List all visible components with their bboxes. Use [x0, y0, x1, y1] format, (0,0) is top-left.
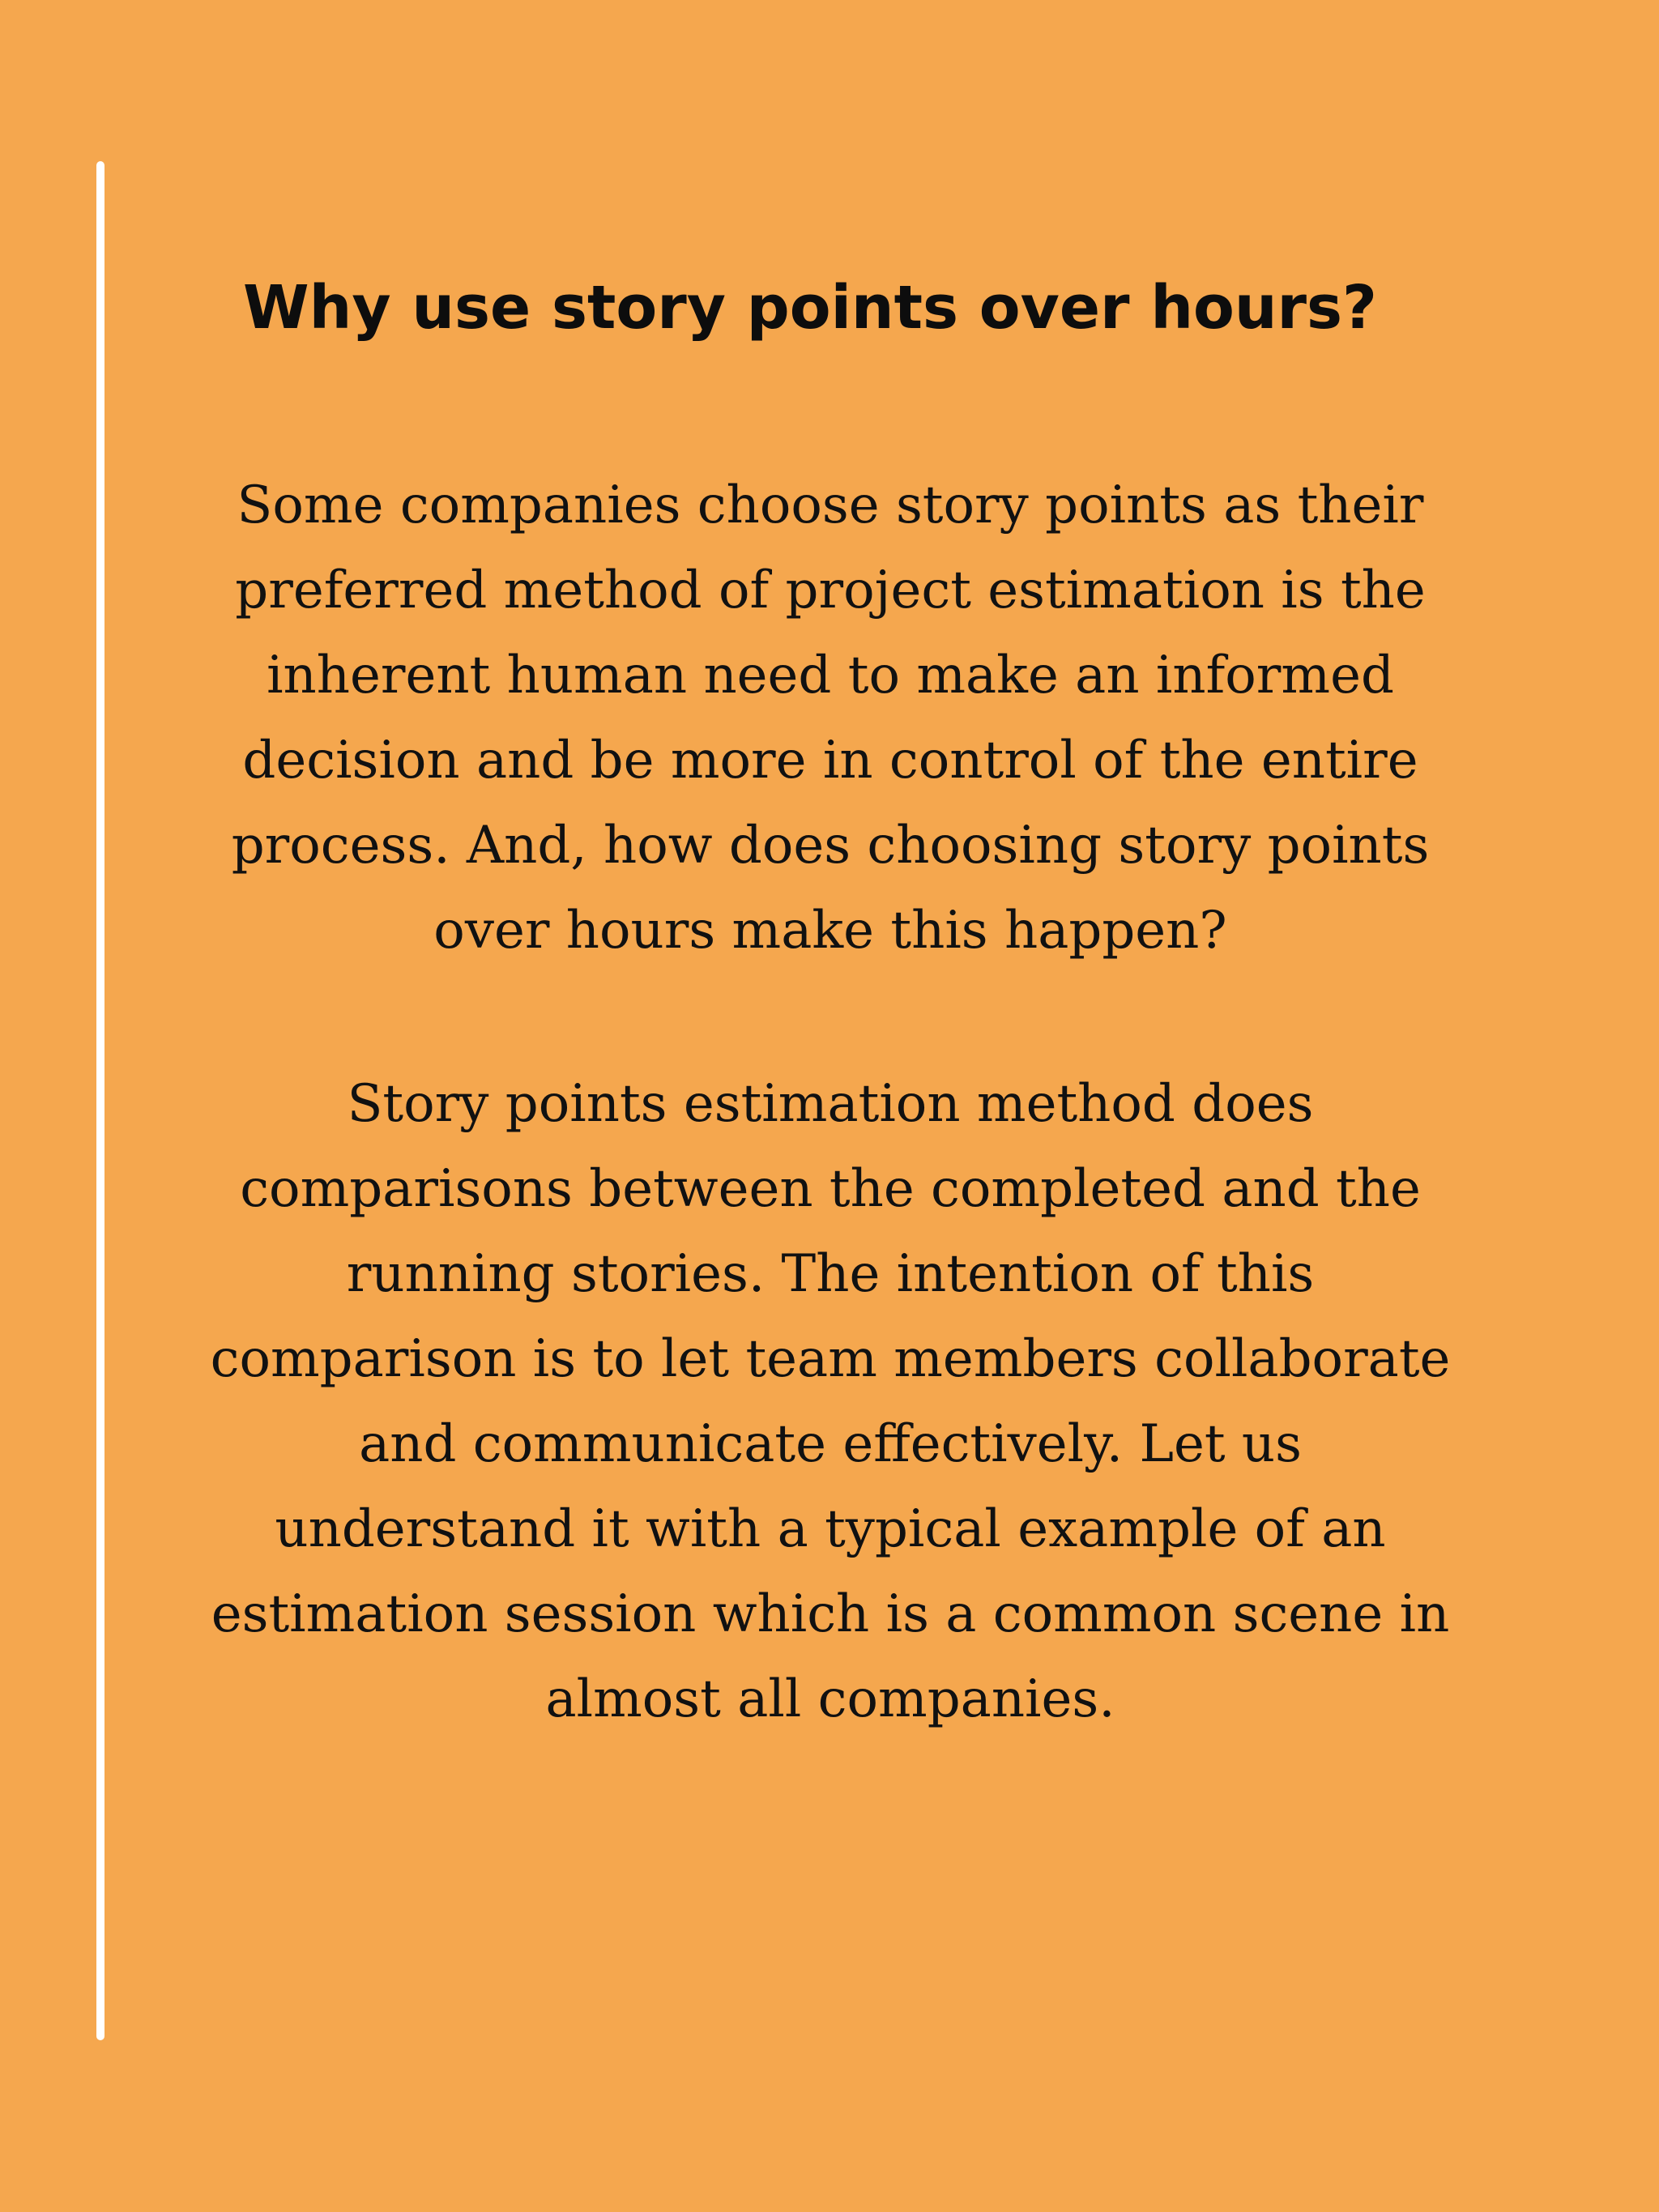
paragraph-line: estimation session which is a common scene in [211, 1584, 1450, 1644]
paragraph-line: over hours make this happen? [433, 901, 1227, 961]
vertical-accent-line [96, 161, 104, 2040]
paragraph-line: inherent human need to make an informed [267, 646, 1394, 705]
paragraph-line: Story points estimation method does [347, 1074, 1314, 1134]
paragraph-line: process. And, how does choosing story points [231, 816, 1430, 876]
paragraph-line: running stories. The intention of this [346, 1244, 1315, 1304]
paragraph-comparison [113, 1062, 1547, 1742]
paragraph-line: decision and be more in control of the entire [242, 731, 1418, 791]
paragraph-line: comparisons between the completed and the [240, 1159, 1421, 1219]
paragraph-line: preferred method of project estimation is the [235, 560, 1426, 620]
paragraph-line: understand it with a typical example of an [275, 1499, 1386, 1559]
page-title: Why use story points over hours? [243, 273, 1377, 343]
paragraph-intro [113, 463, 1547, 974]
paragraph-line: almost all companies. [545, 1669, 1115, 1729]
paragraph-line: comparison is to let team members collaborate [210, 1329, 1451, 1389]
paragraph-line: Some companies choose story points as their [237, 475, 1424, 535]
paragraph-line: and communicate effectively. Let us [359, 1414, 1302, 1474]
